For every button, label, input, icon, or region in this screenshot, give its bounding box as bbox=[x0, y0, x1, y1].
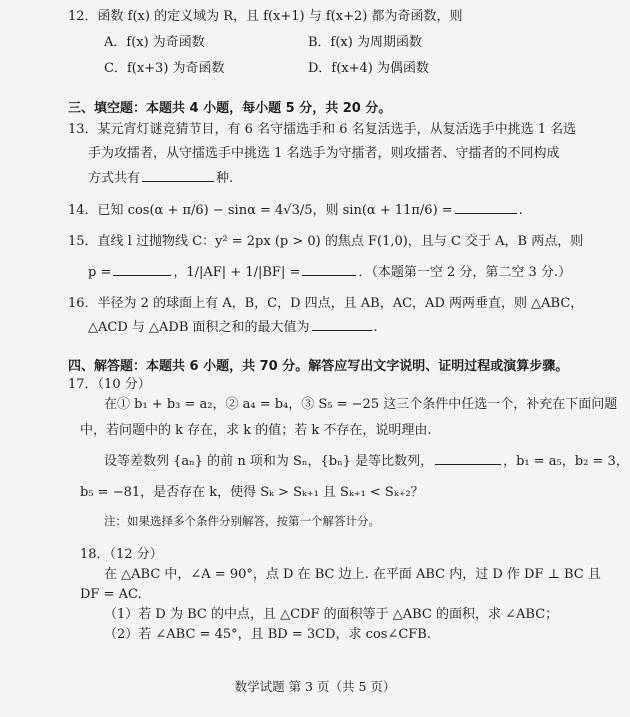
q17-line-1: 在① b₁ + b₃ = a₂，② a₄ = b₄，③ S₅ = −25 这三个条件中任选一个，补充在下面问题 bbox=[104, 397, 618, 412]
q18-line-1: 在 △ABC 中，∠A = 90°，点 D 在 BC 边上. 在平面 ABC 内，过 D 作 DF ⊥ BC 且 bbox=[104, 567, 601, 582]
answer-blank bbox=[142, 169, 214, 182]
q15-text-frac: ，1/|AF| + 1/|BF| = bbox=[173, 265, 301, 280]
q13-line-1: 13．某元宵灯谜竞猜节目，有 6 名守擂选手和 6 名复活选手，从复活选手中挑选 1 名选 bbox=[68, 122, 577, 137]
q17-text: 设等差数列 {aₙ} 的前 n 项和为 Sₙ，{bₙ} 是等比数列， bbox=[104, 454, 434, 469]
q12-option-b: B．f(x) 为周期函数 bbox=[308, 35, 422, 50]
q13-suffix: 种. bbox=[216, 171, 234, 186]
q18-line-2: DF = AC. bbox=[80, 587, 142, 602]
q16-text: △ACD 与 △ADB 面积之和的最大值为 bbox=[88, 320, 310, 335]
q18-part-2: （2）若 ∠ABC = 45°，且 BD = 3CD，求 cos∠CFB. bbox=[104, 627, 431, 642]
q15-note: ．（本题第一空 2 分，第二空 3 分.） bbox=[358, 265, 572, 280]
section-fill-in-heading: 三、填空题：本题共 4 小题，每小题 5 分，共 20 分。 bbox=[68, 101, 392, 116]
q16-suffix: . bbox=[373, 320, 378, 335]
q17-line-4: b₅ = −81，是否存在 k，使得 Sₖ > Sₖ₊₁ 且 Sₖ₊₁ < Sₖ₊₂？ bbox=[80, 485, 424, 500]
q16-line-2 bbox=[88, 318, 378, 337]
q17-line-2: 中，若问题中的 k 存在，求 k 的值；若 k 不存在，说明理由. bbox=[80, 423, 432, 438]
q12-option-c: C．f(x+3) 为奇函数 bbox=[104, 61, 225, 76]
q13-line-3 bbox=[88, 169, 233, 188]
answer-blank bbox=[455, 201, 517, 214]
answer-blank bbox=[302, 263, 356, 276]
answer-blank bbox=[312, 318, 372, 331]
page-footer: 数学试题 第 3 页（共 5 页） bbox=[234, 679, 396, 694]
q17-conditions: ，b₁ = a₅，b₂ = 3， bbox=[503, 454, 629, 469]
q15-text-p: p = bbox=[88, 265, 112, 280]
q14-suffix: . bbox=[518, 203, 523, 218]
answer-blank bbox=[435, 452, 501, 465]
q12-stem: 12．函数 f(x) 的定义域为 R，且 f(x+1) 与 f(x+2) 都为奇函数，则 bbox=[68, 9, 463, 24]
answer-blank bbox=[113, 263, 171, 276]
q12-option-d: D．f(x+4) 为偶函数 bbox=[308, 61, 430, 76]
q17-line-3 bbox=[104, 452, 629, 471]
q12-option-a: A．f(x) 为奇函数 bbox=[104, 35, 205, 50]
q17-heading: 17．（10 分） bbox=[68, 377, 151, 392]
q18-heading: 18．（12 分） bbox=[80, 547, 163, 562]
q17-note: 注：如果选择多个条件分别解答，按第一个解答计分。 bbox=[104, 514, 380, 528]
section-solutions-heading: 四、解答题：本题共 6 小题，共 70 分。解答应写出文字说明、证明过程或演算步骤。 bbox=[68, 359, 569, 374]
q15-line-1: 15．直线 l 过抛物线 C：y² = 2px (p > 0) 的焦点 F(1,0)，且与 C 交于 A，B 两点，则 bbox=[68, 234, 584, 249]
q13-text: 方式共有 bbox=[88, 171, 141, 186]
q15-line-2 bbox=[88, 263, 571, 282]
q14-text: 14．已知 cos(α + π/6) − sinα = 4√3/5，则 sin(α + 11π/6) = bbox=[68, 203, 453, 218]
q16-line-1: 16．半径为 2 的球面上有 A，B，C，D 四点，且 AB，AC，AD 两两垂直，则 △ABC， bbox=[68, 296, 584, 311]
q14-line bbox=[68, 201, 523, 220]
q18-part-1: （1）若 D 为 BC 的中点，且 △CDF 的面积等于 △ABC 的面积，求 ∠ABC； bbox=[104, 607, 559, 622]
q13-line-2: 手为攻擂者，从守擂选手中挑选 1 名选手为守擂者，则攻擂者、守擂者的不同构成 bbox=[88, 146, 560, 161]
